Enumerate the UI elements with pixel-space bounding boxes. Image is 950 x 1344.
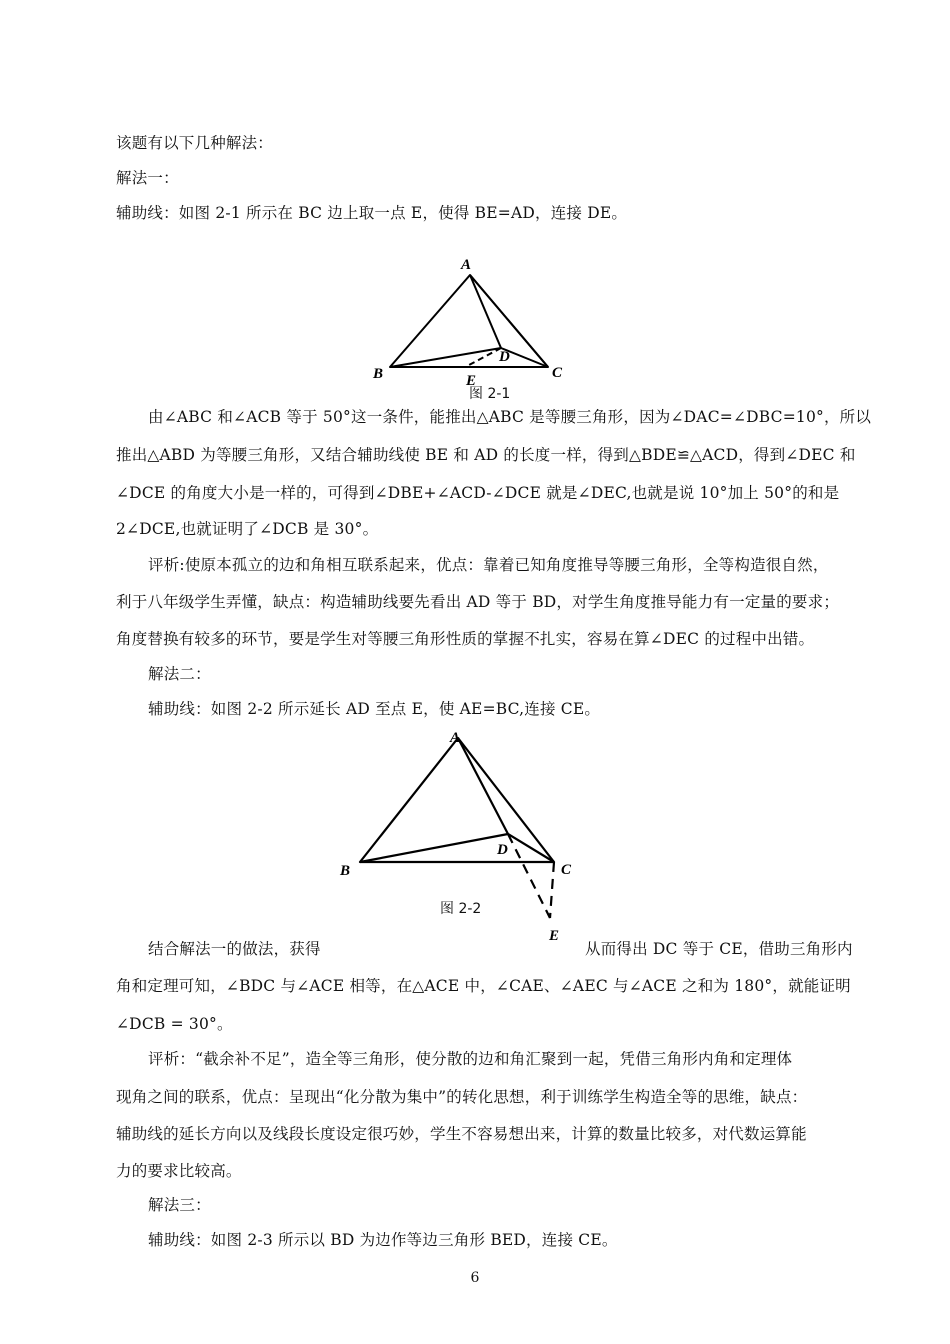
segment-ad [470,275,501,348]
method-two-review-l4: 力的要求比较高。 [116,1162,242,1180]
segment-dc [508,834,554,862]
method-two-para1-l3: ∠DCB = 30°。 [116,1015,233,1033]
method-three-aux-line: 辅助线：如图 2-3 所示以 BD 为边作等边三角形 BED，连接 CE。 [148,1231,618,1249]
figure-2-1-caption: 图 2-1 [469,386,511,402]
method-two-para1-l2: 角和定理可知，∠BDC 与∠ACE 相等，在△ACE 中，∠CAE、∠AEC 与∠ACE 之和为 180°，就能证明 [116,977,851,995]
method-two-review-l1: 评析：“截余补不足”，造全等三角形，使分散的边和角汇聚到一起，凭借三角形内角和定理体 [148,1050,793,1068]
method-one-review-l1: 评析:使原本孤立的边和角相互联系起来，优点：靠着已知角度推导等腰三角形，全等构造很自然， [148,556,829,574]
method-one-para1-l3: ∠DCE 的角度大小是一样的，可得到∠DBE+∠ACD-∠DCE 就是∠DEC,也就是说 10°加上 50°的和是 [116,484,840,502]
figure-2-1 [365,255,580,400]
label-c: C [552,365,563,381]
method-one-para1-l4: 2∠DCE,也就证明了∠DCB 是 30°。 [116,520,379,538]
method-one-aux-line: 辅助线：如图 2-1 所示在 BC 边上取一点 E，使得 BE=AD，连接 DE。 [116,204,628,222]
method-two-review-l2: 现角之间的联系，优点：呈现出“化分散为集中”的转化思想，利于训练学生构造全等的思维，缺点： [116,1088,808,1106]
page-number: 6 [470,1270,480,1286]
label-a: A [450,730,461,746]
segment-bd [390,348,501,367]
label-e: E [549,928,560,944]
method-one-para1-l2: 推出△ABD 为等腰三角形，又结合辅助线使 BE 和 AD 的长度一样，得到△BDE≌△ACD，得到∠DEC 和 [116,446,856,464]
segment-bd [360,834,508,862]
segment-ad [458,738,508,834]
method-two-review-l3: 辅助线的延长方向以及线段长度设定很巧妙，学生不容易想出来，计算的数量比较多，对代数运算能 [116,1125,807,1143]
label-b: B [340,863,351,879]
method-two-aux-line: 辅助线：如图 2-2 所示延长 AD 至点 E，使 AE=BC,连接 CE。 [148,700,601,718]
method-two-para1-l1a: 结合解法一的做法，获得 [148,940,321,958]
label-b: B [373,366,384,382]
segment-ce-dashed [550,862,554,918]
label-e: E [466,373,477,389]
label-a: A [461,257,472,273]
method-three-heading: 解法三： [148,1196,211,1214]
label-d: D [499,349,510,365]
method-one-heading: 解法一： [116,169,179,187]
method-two-para1-l1b: 从而得出 DC 等于 CE，借助三角形内 [585,940,853,958]
figure-2-2-caption: 图 2-2 [440,901,482,917]
intro-line: 该题有以下几种解法： [116,134,274,152]
method-one-para1-l1: 由∠ABC 和∠ACB 等于 50°这一条件，能推出△ABC 是等腰三角形，因为∠DAC=∠DBC=10°，所以 [148,408,872,426]
label-d: D [497,842,508,858]
method-one-review-l2: 利于八年级学生弄懂，缺点：构造辅助线要先看出 AD 等于 BD，对学生角度推导能力有一定量的要求； [116,593,840,611]
method-one-review-l3: 角度替换有较多的环节，要是学生对等腰三角形性质的掌握不扎实，容易在算∠DEC 的过程中出错。 [116,630,815,648]
method-two-heading: 解法二： [148,665,211,683]
label-c: C [561,862,572,878]
